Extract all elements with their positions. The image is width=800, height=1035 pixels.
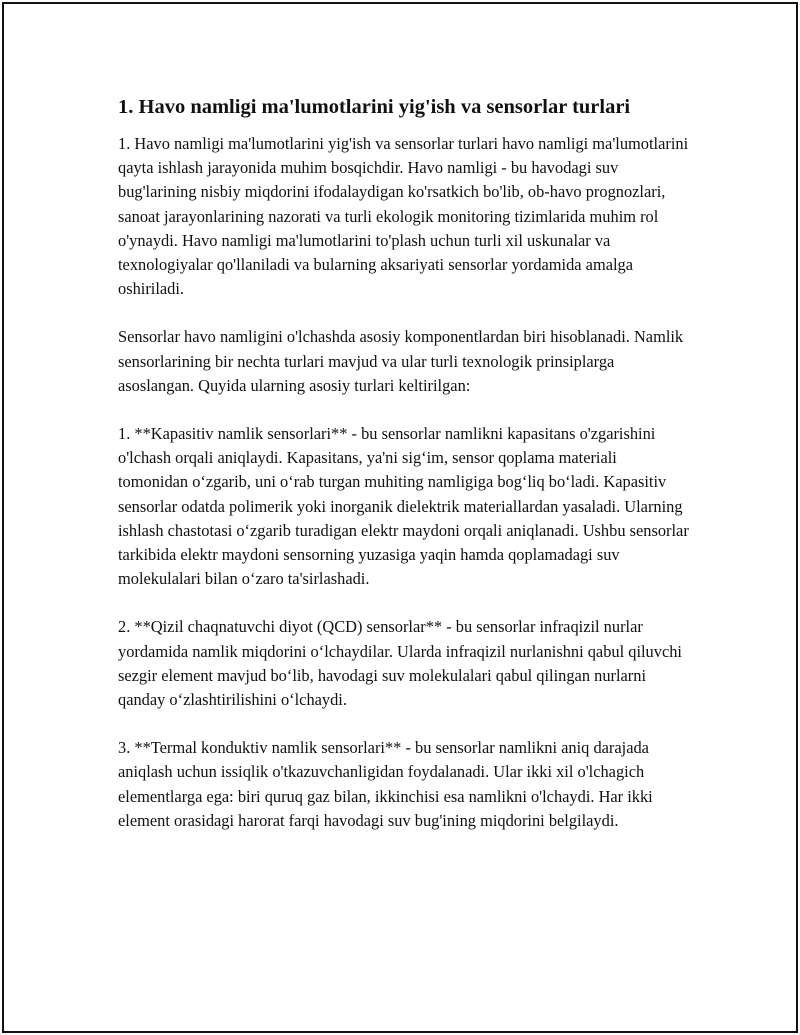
paragraph-sensors-overview: Sensorlar havo namligini o'lchashda asosiy komponentlardan biri hisoblanadi. Namlik sensorlarining bir nechta turlari mavjud va ular turli texnologik prinsiplarga asoslangan. Quyida ularning asosiy turlari keltirilgan: — [118, 327, 684, 395]
paragraph-qcd-sensors: 2. **Qizil chaqnatuvchi diyot (QCD) sensorlar** - bu sensorlar infraqizil nurlar yordamida namlik miqdorini o‘lchaydilar. Ularda infraqizil nurlanishni qabul qiluvchi sezgir element mavjud bo‘lib, havodagi suv molekulalari qabul qilingan nurlarni qanday o‘zlashtirilishini o‘lchaydi. — [118, 617, 682, 710]
paragraph-intro: 1. Havo namligi ma'lumotlarini yig'ish va sensorlar turlari havo namligi ma'lumotlarini qayta ishlash jarayonida muhim bosqichdir. Havo namligi - bu havodagi suv bug'larining nisbiy miqdorini ifodalaydigan ko'rsatkich bo'lib, ob-havo prognozlari, sanoat jarayonlarining nazorati va turli ekologik monitoring tizimlarida muhim rol o'ynaydi. Havo namligi ma'lumotlarini to'plash uchun turli xil uskunalar va texnologiyalar qo'llaniladi va bularning aksariyati sensorlar yordamida amalga oshiriladi. — [118, 134, 689, 299]
document-body — [118, 93, 690, 857]
section-heading: 1. Havo namligi ma'lumotlarini yig'ish va sensorlar turlari — [118, 96, 631, 118]
paragraph-thermal-sensors: 3. **Termal konduktiv namlik sensorlari** - bu sensorlar namlikni aniq darajada aniqlash uchun issiqlik o'tkazuvchanligidan foydalanadi. Ular ikki xil o'lchagich elementlarga ega: biri quruq gaz bilan, ikkinchisi esa namlikni o'lchaydi. Har ikki element orasidagi harorat farqi havodagi suv bug'ining miqdorini belgilaydi. — [118, 738, 653, 830]
paragraph-capacitive-sensors: 1. **Kapasitiv namlik sensorlari** - bu sensorlar namlikni kapasitans o'zgarishini o'lchash orqali aniqlaydi. Kapasitans, ya'ni sig‘im, sensor qoplama materiali tomonidan o‘zgarib, uni o‘rab turgan muhiting namligiga bog‘liq bo‘ladi. Kapasitiv sensorlar odatda polimerik yoki inorganik dielektrik materiallardan yasaladi. Ularning ishlash chastotasi o‘zgarib turadigan elektr maydoni orqali aniqlanadi. Ushbu sensorlar tarkibida elektr maydoni sensorning yuzasiga yaqin hamda qoplamadagi suv molekulalari bilan o‘zaro ta'sirlashadi. — [118, 424, 689, 589]
